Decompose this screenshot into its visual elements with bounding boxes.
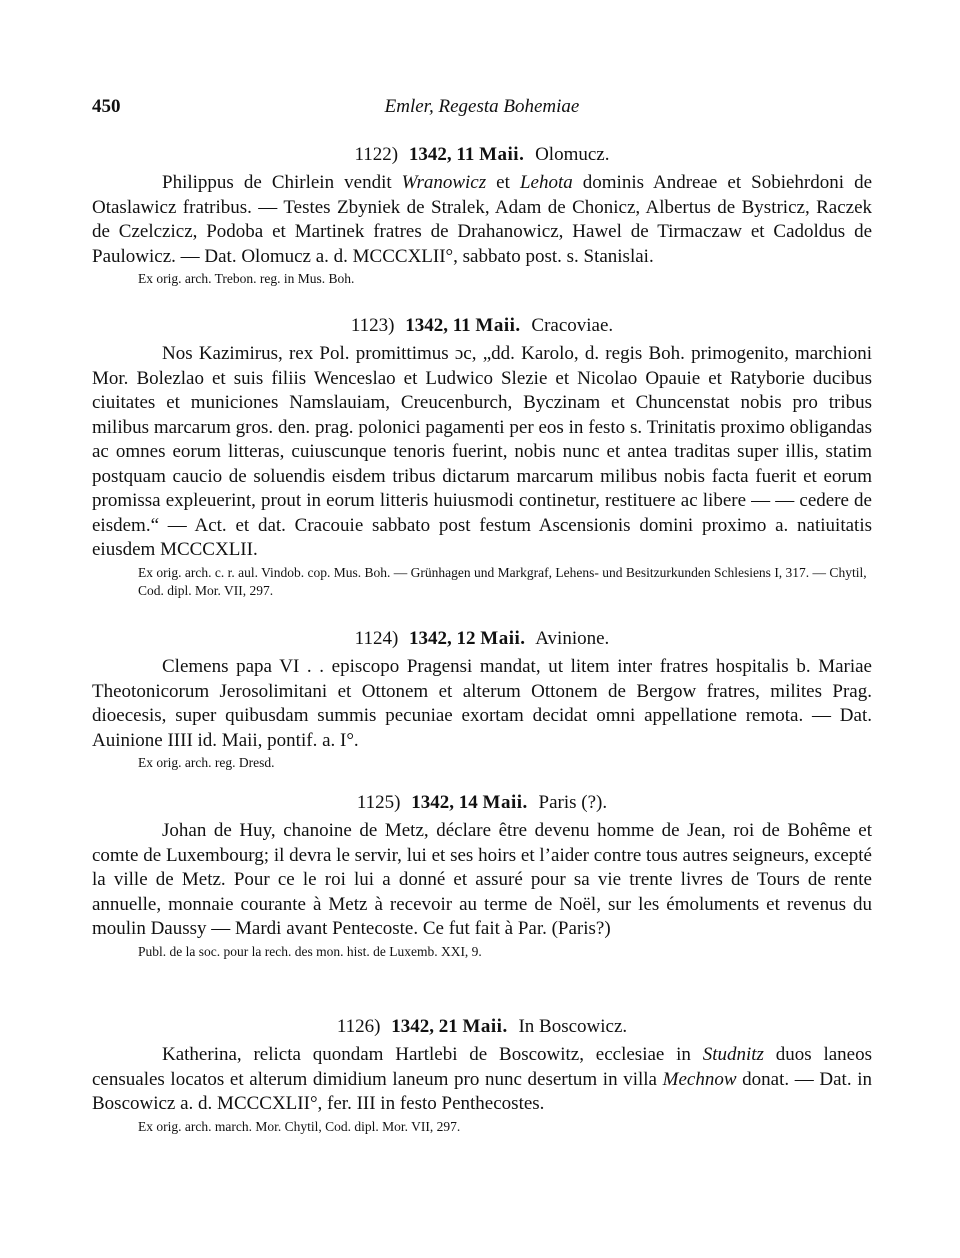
entry-number: 1125) — [356, 792, 401, 813]
entry-text: Clemens papa VI . . episcopo Pragensi mandat, ut litem inter fratres hospitalis b. Mariae Theotonicorum Jerosolimitani et Ottonem et alterum Ottonem de Bergow fratres, milites Prag. dioecesis, super quibusdam summis pecuniae exortam decidat omni appellatione remota. — Dat. Auinione IIII id. Maii, pontif. a. I°. — [92, 656, 872, 751]
entry-heading — [92, 143, 872, 167]
page-number: 450 — [92, 96, 121, 117]
entry-text: Johan de Huy, chanoine de Metz, déclare être devenu homme de Jean, roi de Bohême et comte de Luxembourg; il devra le servir, lui et ses hoirs et l’aider contre tous autres seigneurs, excepté la ville de Metz. Pour ce le roi lui a donné et assuré pour sa vie trente livres de Tours de rente annuelle, monnaie courante à Metz à recevoir au terme de Noël, sur les émoluments et revenus du moulin Daussy — Mardi avant Pentecoste. Ce fut fait à Par. (Paris?) — [92, 820, 872, 939]
regest-entry-1122 — [92, 143, 872, 288]
regest-entry-1125 — [92, 791, 872, 961]
entry-place: Avinione. — [535, 628, 610, 649]
entry-source: Publ. de la soc. pour la rech. des mon. hist. de Luxemb. XXI, 9. — [138, 943, 482, 959]
entry-date: 1342, 14 Maii. — [411, 792, 528, 813]
entry-date: 1342, 11 Maii. — [408, 144, 525, 165]
entry-source: Ex orig. arch. reg. Dresd. — [138, 755, 275, 770]
regest-entry-1126 — [92, 1015, 872, 1136]
entry-place: Olomucz. — [535, 144, 610, 165]
entry-number: 1126) — [336, 1016, 381, 1037]
entry-place: Cracoviae. — [531, 315, 614, 336]
entry-heading — [92, 791, 872, 815]
entry-date: 1342, 21 Maii. — [391, 1016, 508, 1037]
entry-date: 1342, 12 Maii. — [409, 628, 526, 649]
entry-text: Katherina, relicta quondam Hartlebi de Boscowitz, ecclesiae in Studnitz duos laneos censuales locatos et alterum dimidium laneum pro nunc desertum in villa Mechnow donat. — Dat. in Boscowicz a. d. MCCCXLII°, fer. III in festo Penthecostes. — [92, 1044, 872, 1114]
page-header — [92, 96, 872, 126]
entry-text: Philippus de Chirlein vendit Wranowicz et Lehota dominis Andreae et Sobiehrdoni de Otaslawicz fratribus. — Testes Zbyniek de Stralek, Adam de Chonicz, Albertus de Bystricz, Raczek de Czelczicz, Podoba et Martinek fratres de Drahanowicz, Hawel de Tirmaczaw et Cadoldus de Paulowicz. — Dat. Olomucz a. d. MCCCXLII°, sabbato post. s. Stanislai. — [92, 172, 872, 267]
regest-entry-1123 — [92, 314, 872, 600]
entry-source: Ex orig. arch. Trebon. reg. in Mus. Boh. — [138, 271, 355, 286]
entry-heading — [92, 314, 872, 338]
entry-number: 1123) — [350, 315, 395, 336]
entry-number: 1122) — [354, 144, 399, 165]
entry-text: Nos Kazimirus, rex Pol. promittimus ɔc, „dd. Karolo, d. regis Boh. primogenito, marchioni Mor. Bolezlao et suis filiis Wenceslao et Ludwico Slezie et Nicolao Opauie et Ratyborie ducibus ciuitates et municiones Namslauiam, Creucenburch, Byczinam et Chuncenstat nobis pro tribus milibus marcarum gros. den. prag. polonici pagamenti per eos in festo s. Trinitatis proximo obligandas ac omnes eorum litteras, cuiuscunque tenoris fuerint, nobis nunc et antea traditas super illis, statim postquam caucio de soluendis eisdem tribus dictarum marcarum milibus nobis facta fuerit et eorum promissa expleuerint, prout in eorum litteris huiusmodi continetur, restituere ac libere — — cedere de eisdem.“ — Act. et dat. Cracouie sabbato post festum Ascensionis domini proximo a. natiuitatis eiusdem MCCCXLII. — [92, 343, 872, 560]
regest-entry-1124 — [92, 627, 872, 772]
entry-source: Ex orig. arch. march. Mor. Chytil, Cod. dipl. Mor. VII, 297. — [138, 1118, 461, 1134]
entry-place: Paris (?). — [538, 792, 608, 813]
entry-source: Ex orig. arch. c. r. aul. Vindob. cop. Mus. Boh. — Grünhagen und Markgraf, Lehens- und Besitzurkunden Schlesiens I, 317. — Chytil, Cod. dipl. Mor. VII, 297. — [138, 564, 867, 598]
entry-heading — [92, 627, 872, 651]
entry-number: 1124) — [354, 628, 399, 649]
entry-heading — [92, 1015, 872, 1039]
entry-place: In Boscowicz. — [518, 1016, 628, 1037]
running-title: Emler, Regesta Bohemiae — [384, 96, 580, 117]
entry-date: 1342, 11 Maii. — [405, 315, 521, 336]
